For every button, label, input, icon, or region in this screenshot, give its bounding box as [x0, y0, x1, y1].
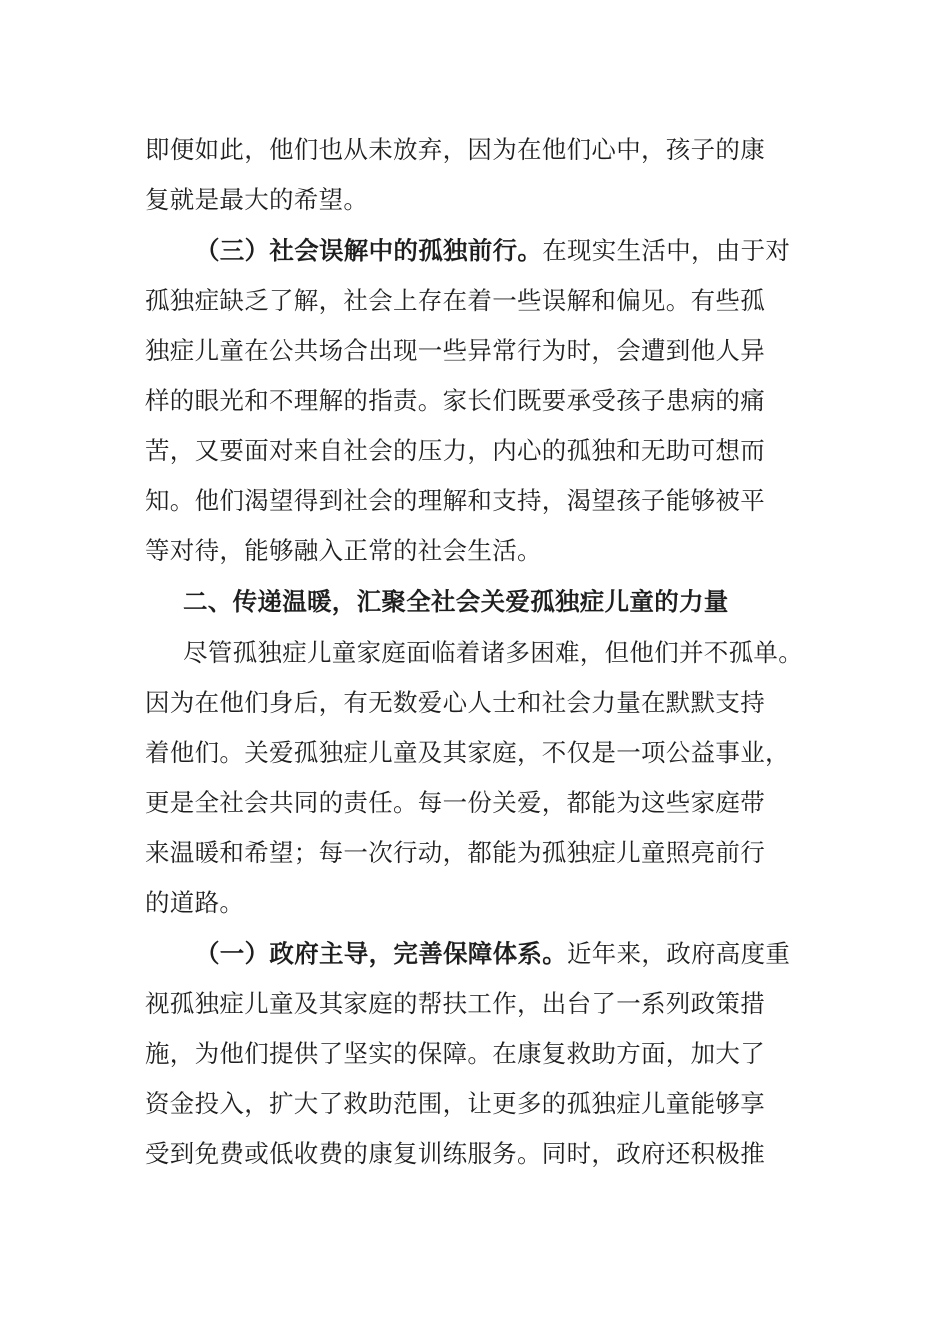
section-paragraph-three: （三）社会误解中的孤独前行。在现实生活中，由于对 [195, 236, 791, 265]
text-line: 复就是最大的希望。 [145, 185, 369, 214]
text-line: 尽管孤独症儿童家庭面临着诸多困难，但他们并不孤单。 [183, 638, 803, 667]
text-line: 孤独症缺乏了解，社会上存在着一些误解和偏见。有些孤 [145, 286, 765, 315]
section-heading-three: （三）社会误解中的孤独前行。 [195, 236, 543, 265]
text-line: 施，为他们提供了坚实的保障。在康复救助方面，加大了 [145, 1039, 765, 1068]
text-line: 更是全社会共同的责任。每一份关爱，都能为这些家庭带 [145, 788, 765, 817]
text-line: 等对待，能够融入正常的社会生活。 [145, 536, 542, 565]
text-line: 视孤独症儿童及其家庭的帮扶工作，出台了一系列政策措 [145, 989, 765, 1018]
text-line: 受到免费或低收费的康复训练服务。同时，政府还积极推 [145, 1139, 765, 1168]
section-heading-two: 二、传递温暖，汇聚全社会关爱孤独症儿童的力量 [183, 587, 729, 616]
text-line: 独症儿童在公共场合出现一些异常行为时，会遭到他人异 [145, 336, 765, 365]
text-line: 知。他们渴望得到社会的理解和支持，渴望孩子能够被平 [145, 486, 765, 515]
text-line: 资金投入，扩大了救助范围，让更多的孤独症儿童能够享 [145, 1089, 765, 1118]
text-line: 来温暖和希望；每一次行动，都能为孤独症儿童照亮前行 [145, 838, 765, 867]
text-line: 因为在他们身后，有无数爱心人士和社会力量在默默支持 [145, 688, 765, 717]
section-paragraph-one: （一）政府主导，完善保障体系。近年来，政府高度重 [195, 939, 791, 968]
text-line: 的道路。 [145, 888, 245, 917]
text-line: 着他们。关爱孤独症儿童及其家庭，不仅是一项公益事业， [145, 738, 790, 767]
text-line: 样的眼光和不理解的指责。家长们既要承受孩子患病的痛 [145, 386, 765, 415]
section-heading-one: （一）政府主导，完善保障体系。 [195, 939, 567, 968]
text-line: 苦，又要面对来自社会的压力，内心的孤独和无助可想而 [145, 436, 765, 465]
text-line: 即便如此，他们也从未放弃，因为在他们心中，孩子的康 [145, 135, 765, 164]
